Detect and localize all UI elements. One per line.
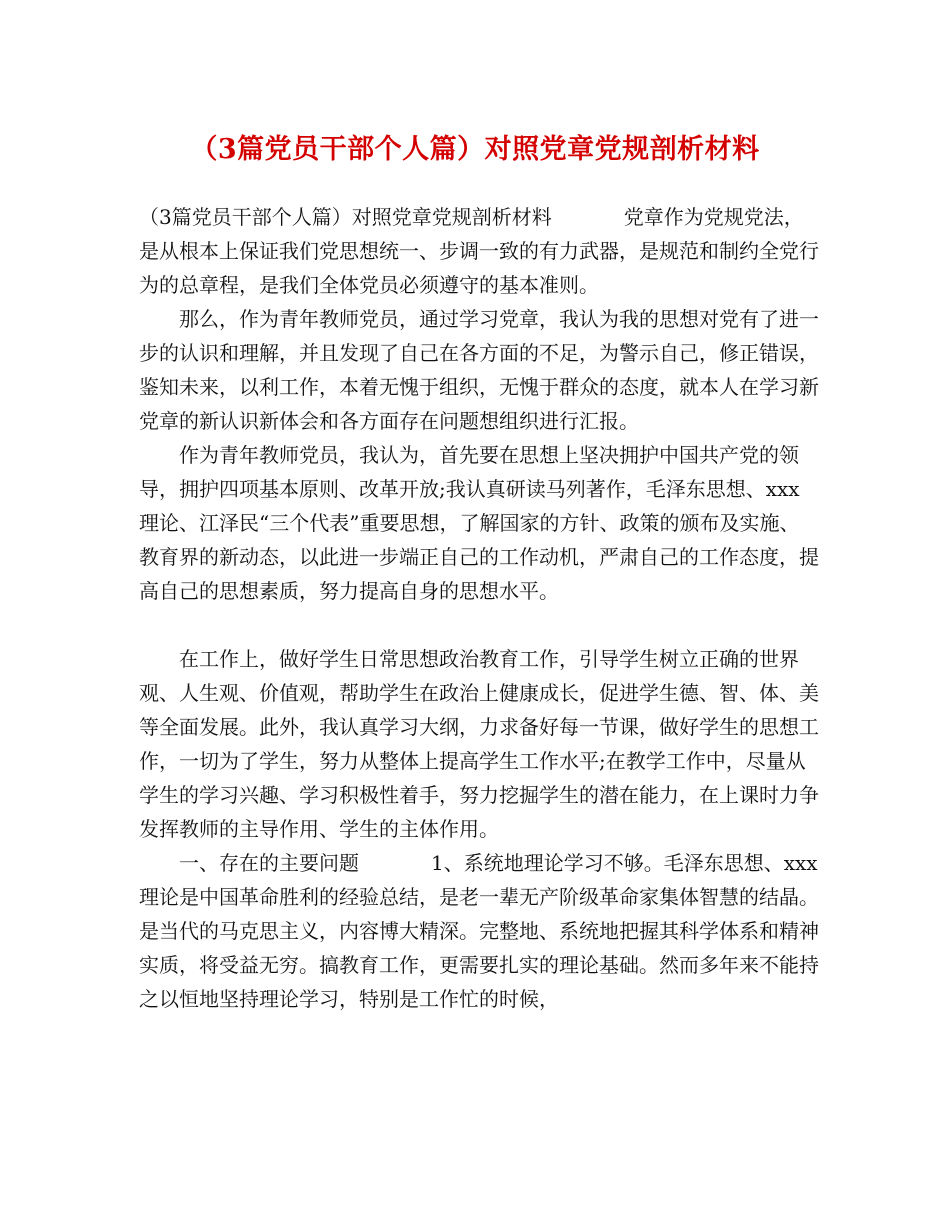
paragraph-5-text: 1、系统地理论学习不够。毛泽东思想、xxx理论是中国革命胜利的经验总结，是老一辈无产阶级革命家集体智慧的结晶。是当代的马克思主义，内容博大精深。完整地、系统地把握其科学体系和精神实质，将受益无穷。搞教育工作，更需要扎实的理论基础。然而多年来不能持之以恒地坚持理论学习，特别是工作忙的时候， [139,851,819,1011]
paragraph-4: 在工作上，做好学生日常思想政治教育工作，引导学生树立正确的世界观、人生观、价值观，帮助学生在政治上健康成长，促进学生德、智、体、美等全面发展。此外，我认真学习大纲，力求备好每一节课，做好学生的思想工作，一切为了学生，努力从整体上提高学生工作水平;在教学工作中，尽量从学生的学习兴趣、学习积极性着手，努力挖掘学生的潜在能力，在上课时力争发挥教师的主导作用、学生的主体作用。 [139,647,819,841]
paragraph-5 [139,846,819,1016]
paragraph-2: 那么，作为青年教师党员，通过学习党章，我认为我的思想对党有了进一步的认识和理解，并且发现了自己在各方面的不足，为警示自己，修正错误，鉴知未来，以利工作，本着无愧于组织，无愧于群众的态度，就本人在学习新党章的新认识新体会和各方面存在问题想组织进行汇报。 [139,307,819,433]
intro-lead: （3篇党员干部个人篇）对照党章党规剖析材料 [139,205,552,229]
intro-rest: 党章作为党规党法，是从根本上保证我们党思想统一、步调一致的有力武器，是规范和制约全党行为的总章程，是我们全体党员必须遵守的基本准则。 [139,205,819,297]
section-heading-problems: 一、存在的主要问题 [179,851,359,875]
document-title: （3篇党员干部个人篇）对照党章党规剖析材料 [190,134,760,165]
paragraph-intro [139,200,819,302]
paragraph-3: 作为青年教师党员，我认为，首先要在思想上坚决拥护中国共产党的领导，拥护四项基本原则、改革开放;我认真研读马列著作，毛泽东思想、xxx理论、江泽民“三个代表”重要思想，了解国家的方针、政策的颁布及实施、教育界的新动态，以此进一步端正自己的工作动机，严肃自己的工作态度，提高自己的思想素质，努力提高自身的思想水平。 [139,443,819,603]
paragraph-spacer [139,608,819,642]
document-body [139,200,819,1016]
